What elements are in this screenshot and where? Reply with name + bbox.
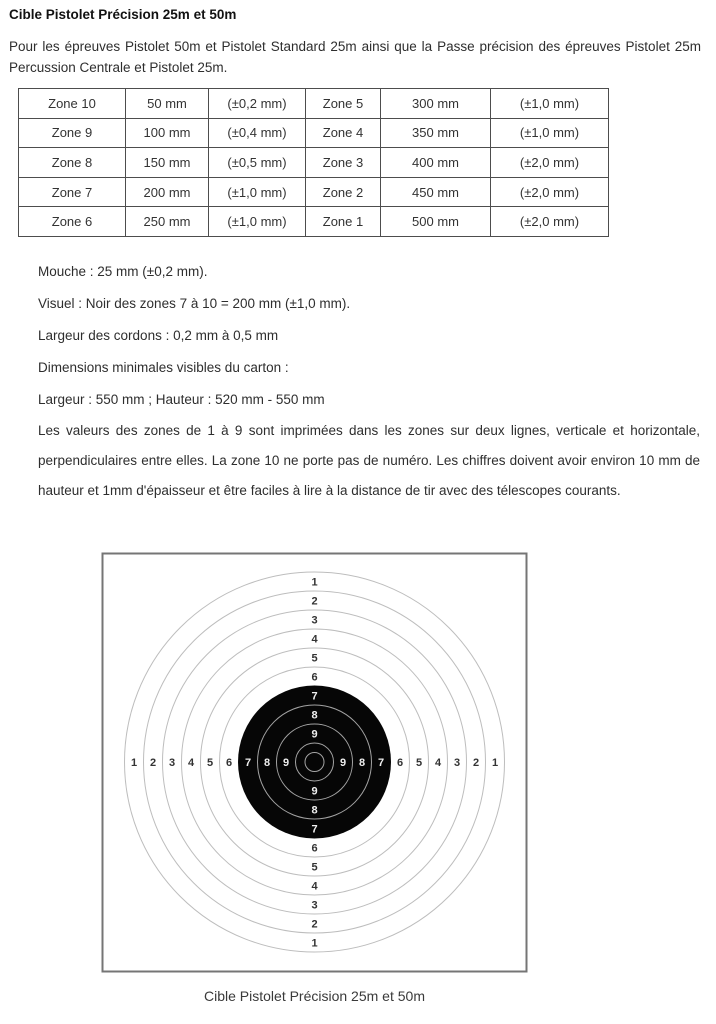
zone-number: 2 bbox=[472, 756, 480, 769]
zone-label-cell: Zone 2 bbox=[306, 177, 381, 207]
diameter-cell: 500 mm bbox=[381, 207, 491, 237]
zone-number: 6 bbox=[225, 756, 233, 769]
zone-number: 1 bbox=[311, 937, 318, 950]
table-row bbox=[19, 148, 609, 178]
zone-number: 8 bbox=[263, 756, 271, 769]
zone-label-cell: Zone 4 bbox=[306, 118, 381, 148]
zone-number: 2 bbox=[311, 918, 318, 931]
diameter-cell: 450 mm bbox=[381, 177, 491, 207]
zone-label-cell: Zone 1 bbox=[306, 207, 381, 237]
zone-label-cell: Zone 7 bbox=[19, 177, 126, 207]
diameter-cell: 100 mm bbox=[126, 118, 209, 148]
zone-number: 9 bbox=[311, 785, 318, 798]
zone-number: 1 bbox=[130, 756, 138, 769]
zone-number: 7 bbox=[377, 756, 385, 769]
tolerance-cell: (±2,0 mm) bbox=[491, 148, 609, 178]
zone-number: 8 bbox=[311, 709, 318, 722]
zone-number: 7 bbox=[311, 690, 318, 703]
zone-number: 9 bbox=[311, 728, 318, 741]
tolerance-cell: (±1,0 mm) bbox=[209, 207, 306, 237]
zone-number: 9 bbox=[339, 756, 347, 769]
table-row bbox=[19, 118, 609, 148]
tolerance-cell: (±1,0 mm) bbox=[491, 118, 609, 148]
zone-label-cell: Zone 9 bbox=[19, 118, 126, 148]
tolerance-cell: (±2,0 mm) bbox=[491, 177, 609, 207]
note-visuel: Visuel : Noir des zones 7 à 10 = 200 mm (±1,0 mm). bbox=[38, 295, 351, 311]
zone-number: 2 bbox=[149, 756, 157, 769]
zone-number: 6 bbox=[311, 671, 318, 684]
diameter-cell: 300 mm bbox=[381, 89, 491, 119]
target-caption: Cible Pistolet Précision 25m et 50m bbox=[204, 987, 425, 1004]
zones-numbering-paragraph: Les valeurs des zones de 1 à 9 sont imprimées dans les zones sur deux lignes, verticale et horizontale, perpendiculaires entre elles. La zone 10 ne porte pas de numéro. Les chiffres doivent avoir environ 10 mm de hauteur et 1mm d'épaisseur et être faciles à lire à la distance de tir avec des télescopes courants. bbox=[38, 422, 700, 498]
tolerance-cell: (±1,0 mm) bbox=[491, 89, 609, 119]
diameter-cell: 50 mm bbox=[126, 89, 209, 119]
note-largeur-hauteur: Largeur : 550 mm ; Hauteur : 520 mm - 550 mm bbox=[38, 391, 325, 407]
zone-number: 9 bbox=[282, 756, 290, 769]
zone-number: 4 bbox=[311, 880, 318, 893]
zone-number: 2 bbox=[311, 595, 318, 608]
tolerance-cell: (±0,2 mm) bbox=[209, 89, 306, 119]
zone-number: 4 bbox=[311, 633, 318, 646]
zone-number: 1 bbox=[311, 576, 318, 589]
zone-label-cell: Zone 6 bbox=[19, 207, 126, 237]
zone-number: 5 bbox=[311, 861, 318, 874]
zone-number: 3 bbox=[453, 756, 461, 769]
zone-number: 4 bbox=[187, 756, 195, 769]
note-dimensions: Dimensions minimales visibles du carton : bbox=[38, 359, 289, 375]
intro-paragraph: Pour les épreuves Pistolet 50m et Pistolet Standard 25m ainsi que la Passe précision des épreuves Pistolet 25m Percussion Centrale et Pistolet 25m. bbox=[9, 39, 701, 75]
zone-number: 7 bbox=[244, 756, 252, 769]
zone-label-cell: Zone 3 bbox=[306, 148, 381, 178]
zone-number: 1 bbox=[491, 756, 499, 769]
zone-number: 6 bbox=[396, 756, 404, 769]
diameter-cell: 150 mm bbox=[126, 148, 209, 178]
diameter-cell: 350 mm bbox=[381, 118, 491, 148]
table-row bbox=[19, 177, 609, 207]
zone-label-cell: Zone 10 bbox=[19, 89, 126, 119]
zone-label-cell: Zone 8 bbox=[19, 148, 126, 178]
zone-number: 5 bbox=[415, 756, 423, 769]
target-figure bbox=[101, 552, 528, 1004]
zone-number: 8 bbox=[358, 756, 366, 769]
note-mouche: Mouche : 25 mm (±0,2 mm). bbox=[38, 263, 208, 279]
notes-section bbox=[38, 264, 701, 408]
zone-label-cell: Zone 5 bbox=[306, 89, 381, 119]
table-row bbox=[19, 89, 609, 119]
zone-number: 7 bbox=[311, 823, 318, 836]
note-cordons: Largeur des cordons : 0,2 mm à 0,5 mm bbox=[38, 327, 279, 343]
diameter-cell: 200 mm bbox=[126, 177, 209, 207]
zone-number: 4 bbox=[434, 756, 442, 769]
tolerance-cell: (±1,0 mm) bbox=[209, 177, 306, 207]
page-title: Cible Pistolet Précision 25m et 50m bbox=[9, 7, 237, 22]
tolerance-cell: (±2,0 mm) bbox=[491, 207, 609, 237]
zone-number: 3 bbox=[311, 614, 318, 627]
diameter-cell: 400 mm bbox=[381, 148, 491, 178]
target-diagram bbox=[101, 552, 528, 973]
diameter-cell: 250 mm bbox=[126, 207, 209, 237]
zone-number: 5 bbox=[311, 652, 318, 665]
zone-number: 3 bbox=[311, 899, 318, 912]
table-row bbox=[19, 207, 609, 237]
zone-number: 6 bbox=[311, 842, 318, 855]
zone-number: 8 bbox=[311, 804, 318, 817]
tolerance-cell: (±0,5 mm) bbox=[209, 148, 306, 178]
zone-number: 3 bbox=[168, 756, 176, 769]
zone-number: 5 bbox=[206, 756, 214, 769]
tolerance-cell: (±0,4 mm) bbox=[209, 118, 306, 148]
zones-table bbox=[18, 88, 609, 237]
